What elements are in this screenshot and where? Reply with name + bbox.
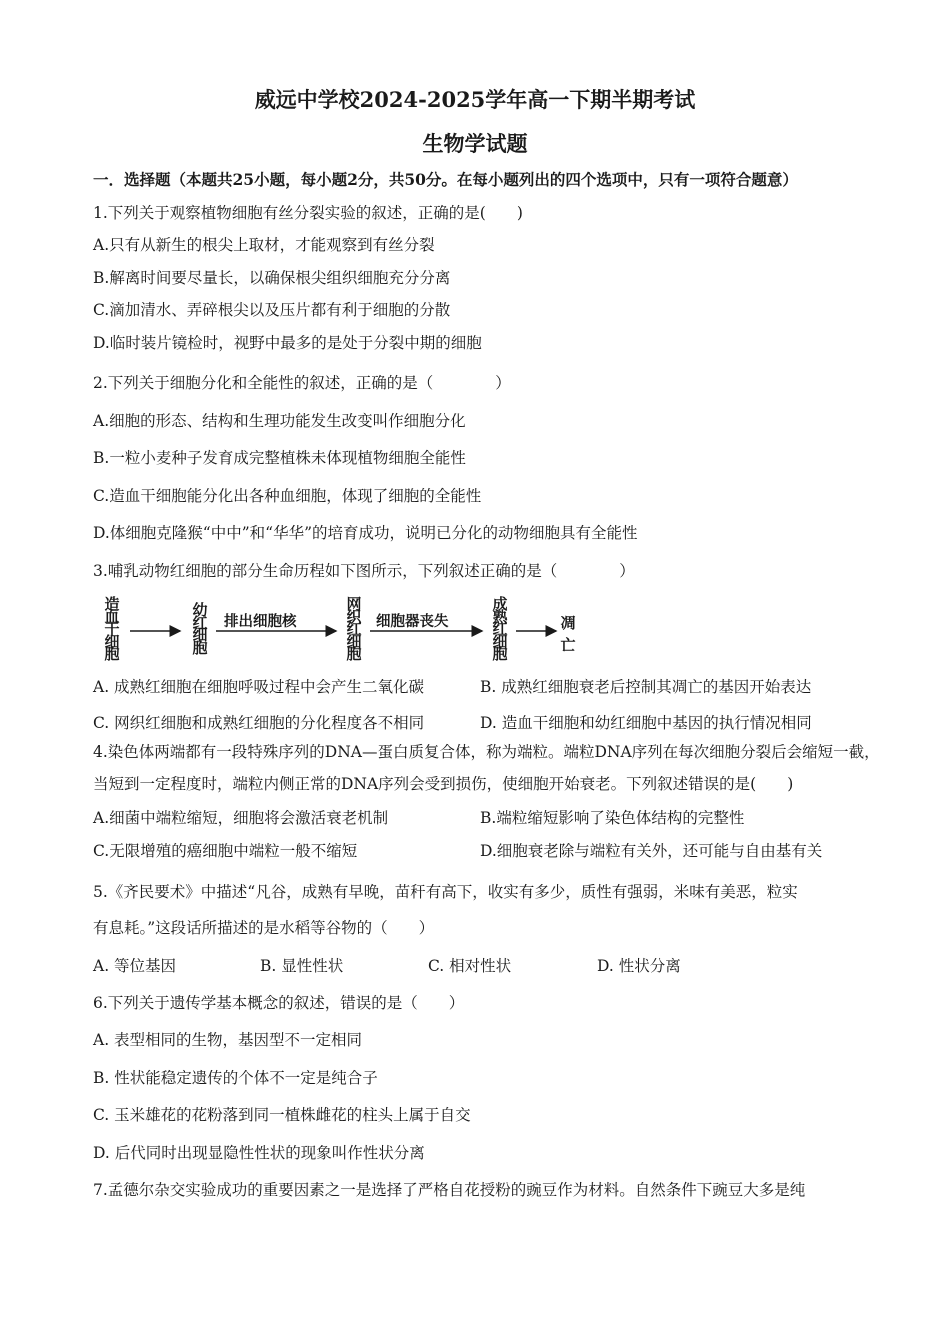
node-reticulocyte: 网织红细胞 <box>346 595 362 663</box>
question-1-option-b: B.解离时间要尽量长，以确保根尖组织细胞充分分离 <box>93 269 451 287</box>
exam-subtitle: 生物学试题 <box>422 131 528 156</box>
section-heading: 一．选择题（本题共25小题，每小题2分，共50分。在每小题列出的四个选项中，只有一项符合题意） <box>93 170 798 189</box>
question-4-option-a: A.细菌中端粒缩短，细胞将会激活衰老机制 <box>93 809 389 827</box>
question-2-stem: 2.下列关于细胞分化和全能性的叙述，正确的是（ ） <box>93 374 511 392</box>
question-5-stem-line1: 5.《齐民要术》中描述“凡谷，成熟有早晚，苗秆有高下，收实有多少，质性有强弱，米味有美恶，粒实 <box>93 883 798 901</box>
question-4-stem-line1: 4.染色体两端都有一段特殊序列的DNA—蛋白质复合体，称为端粒。端粒DNA序列在每次细胞分裂后会缩短一截， <box>93 743 880 761</box>
question-3-stem: 3.哺乳动物红细胞的部分生命历程如下图所示，下列叙述正确的是（ ） <box>93 562 635 580</box>
question-4-option-c: C.无限增殖的癌细胞中端粒一般不缩短 <box>93 842 358 860</box>
question-3-option-c: C. 网织红细胞和成熟红细胞的分化程度各不相同 <box>93 714 425 732</box>
question-4-option-b: B.端粒缩短影响了染色体结构的完整性 <box>480 809 745 827</box>
node-hematopoietic-stem-cell: 造血干细胞 <box>104 595 120 663</box>
question-6-option-d: D. 后代同时出现显隐性性状的现象叫作性状分离 <box>93 1144 425 1162</box>
exam-title: 威远中学校2024-2025学年高一下期半期考试 <box>254 87 696 112</box>
question-6-stem: 6.下列关于遗传学基本概念的叙述，错误的是（ ） <box>93 994 465 1012</box>
question-6-option-a: A. 表型相同的生物，基因型不一定相同 <box>93 1031 363 1049</box>
red-blood-cell-lifecycle-diagram <box>96 596 596 668</box>
node-young-red-cell: 幼红细胞 <box>192 601 208 657</box>
arrow-label-organelle-loss: 细胞器丧失 <box>376 613 449 630</box>
question-1-option-c: C.滴加清水、弄碎根尖以及压片都有利于细胞的分散 <box>93 301 451 319</box>
question-3-option-b: B. 成熟红细胞衰老后控制其凋亡的基因开始表达 <box>480 678 812 696</box>
question-5-option-a: A. 等位基因 <box>93 957 177 975</box>
question-2-option-c: C.造血干细胞能分化出各种血细胞，体现了细胞的全能性 <box>93 487 482 505</box>
question-5-option-c: C. 相对性状 <box>428 957 512 975</box>
question-4-stem-line2: 当短到一定程度时，端粒内侧正常的DNA序列会受到损伤，使细胞开始衰老。下列叙述错误的是( ) <box>93 775 794 793</box>
question-1-option-a: A.只有从新生的根尖上取材，才能观察到有丝分裂 <box>93 236 435 254</box>
question-5-option-d: D. 性状分离 <box>597 957 681 975</box>
question-3-option-d: D. 造血干细胞和幼红细胞中基因的执行情况相同 <box>480 714 812 732</box>
question-6-option-b: B. 性状能稳定遗传的个体不一定是纯合子 <box>93 1069 378 1087</box>
node-apoptosis: 凋亡 <box>560 614 576 654</box>
question-2-option-a: A.细胞的形态、结构和生理功能发生改变叫作细胞分化 <box>93 412 466 430</box>
node-mature-red-cell: 成熟红细胞 <box>492 595 508 663</box>
question-3-option-a: A. 成熟红细胞在细胞呼吸过程中会产生二氧化碳 <box>93 678 425 696</box>
question-5-stem-line2: 有息耗。”这段话所描述的是水稻等谷物的（ ） <box>93 919 435 937</box>
question-7-stem-line1: 7.孟德尔杂交实验成功的重要因素之一是选择了严格自花授粉的豌豆作为材料。自然条件下豌豆大多是纯 <box>93 1181 806 1199</box>
question-2-option-b: B.一粒小麦种子发育成完整植株未体现植物细胞全能性 <box>93 449 466 467</box>
question-6-option-c: C. 玉米雄花的花粉落到同一植株雌花的柱头上属于自交 <box>93 1106 471 1124</box>
question-4-option-d: D.细胞衰老除与端粒有关外，还可能与自由基有关 <box>480 842 823 860</box>
question-5-option-b: B. 显性性状 <box>260 957 344 975</box>
arrow-label-expel-nucleus: 排出细胞核 <box>224 613 297 630</box>
question-2-option-d: D.体细胞克隆猴“中中”和“华华”的培育成功，说明已分化的动物细胞具有全能性 <box>93 524 638 542</box>
question-1-option-d: D.临时装片镜检时，视野中最多的是处于分裂中期的细胞 <box>93 334 482 352</box>
question-1-stem: 1.下列关于观察植物细胞有丝分裂实验的叙述，正确的是( ) <box>93 204 523 222</box>
